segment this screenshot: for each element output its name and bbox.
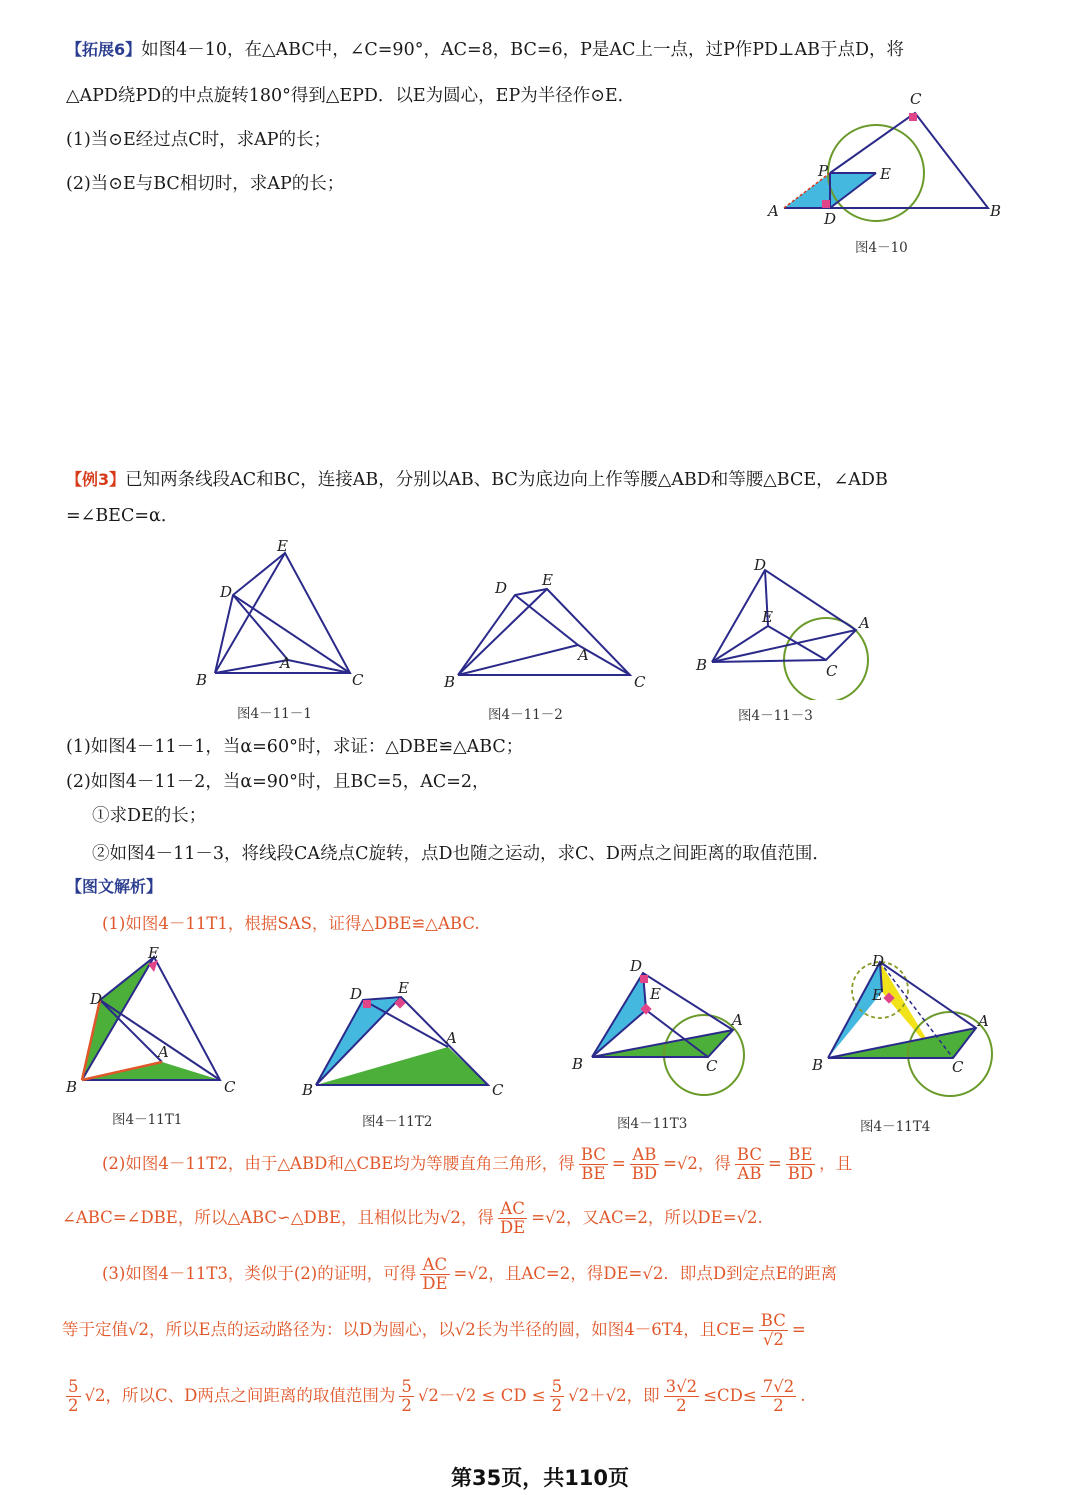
frac-7r2-2	[761, 1378, 797, 1415]
t1-label-b: B	[66, 1078, 78, 1096]
figure-4-11-2	[440, 565, 660, 695]
t2-label-c: C	[492, 1081, 504, 1099]
fig1-label-a: A	[280, 654, 291, 672]
frac-num: AC	[498, 1200, 527, 1219]
ext6-q2: (2)当⊙E与BC相切时，求AP的长；	[66, 174, 345, 194]
frac-den: 2	[551, 1396, 563, 1415]
analysis-s2-line2	[62, 1200, 763, 1237]
fig410-right-angle-c	[909, 113, 917, 121]
t2-label-d: D	[350, 985, 363, 1003]
fig410-label-c: C	[910, 90, 922, 108]
fig2-label-a: A	[578, 646, 589, 664]
fig3-ec	[768, 626, 826, 660]
frac-den: 2	[676, 1396, 687, 1415]
figure-4-11T4	[808, 950, 1023, 1105]
ext6-line1	[66, 38, 904, 62]
frac-num: 5	[68, 1377, 79, 1396]
s2-text-b: =√2，得	[663, 1154, 731, 1173]
s3-text-c: 等于定值√2，所以E点的运动路径为：以D为圆心，以√2长为半径的圆，如图4－6T4，且CE=	[62, 1320, 755, 1339]
t3-label-e: E	[650, 985, 661, 1003]
t3-label-a: A	[732, 1011, 743, 1029]
frac-den: 2	[773, 1396, 784, 1415]
figure-4-11-1	[190, 535, 380, 695]
t4-label-b: B	[812, 1056, 824, 1074]
s3-text-d: =	[791, 1320, 806, 1339]
analysis-s3-line1	[102, 1256, 837, 1293]
fig3-label-e: E	[762, 608, 773, 626]
frac-num: BE	[786, 1146, 815, 1165]
t3-right-angle-d	[640, 975, 648, 983]
frac-bc-r2	[759, 1312, 788, 1349]
analysis-tag	[66, 875, 162, 899]
t2-label-a: A	[446, 1029, 457, 1047]
fig410-label-a: A	[768, 202, 779, 220]
ext6-q1: (1)当⊙E经过点C时，求AP的长；	[66, 130, 332, 150]
s2-text-e: =√2，又AC=2，所以DE=√2.	[531, 1208, 763, 1227]
t1-label-c: C	[224, 1078, 236, 1096]
fig410-caption: 图4－10	[855, 240, 908, 256]
t3-caption: 图4－11T3	[617, 1116, 688, 1132]
t2-caption: 图4－11T2	[362, 1114, 433, 1130]
fig1-label-e: E	[277, 537, 288, 555]
fig410-label-e: E	[880, 165, 891, 183]
frac-den: 2	[401, 1396, 412, 1415]
frac-num: BC	[760, 1311, 786, 1330]
t4-label-e: E	[872, 986, 883, 1004]
fig3-label-d: D	[754, 556, 767, 574]
frac-num: 3√2	[665, 1377, 698, 1396]
fig3-label-c: C	[826, 662, 838, 680]
ex3-q2a: ①求DE的长；	[92, 806, 207, 826]
frac-num: 5	[551, 1377, 563, 1396]
t3-label-d: D	[630, 957, 643, 975]
fig4111-caption: 图4－11－1	[237, 706, 312, 722]
fig2-label-b: B	[444, 673, 456, 691]
t2-label-e: E	[398, 979, 409, 997]
ext6-tag: 【拓展6】	[66, 40, 142, 59]
t3-label-c: C	[706, 1057, 718, 1075]
s3-text-b: =√2，且AC=2，得DE=√2．即点D到定点E的距离	[453, 1264, 838, 1283]
fig4113-caption: 图4－11－3	[738, 708, 813, 724]
fig3-label-a: A	[859, 614, 870, 632]
frac-num: AB	[630, 1146, 659, 1165]
t2-right-angle-d	[363, 1000, 371, 1008]
frac-5-2-b	[399, 1378, 414, 1415]
fig2-label-d: D	[495, 579, 508, 597]
ex3-line1	[66, 468, 888, 492]
s2-text-a: (2)如图4－11T2，由于△ABD和△CBE均为等腰直角三角形，得	[102, 1154, 575, 1173]
s3-text-i: .	[800, 1386, 806, 1405]
frac-3r2-2	[664, 1378, 700, 1415]
frac-num: BC	[580, 1145, 606, 1164]
s3-text-f: √2－√2 ≤ CD ≤	[417, 1386, 546, 1405]
frac-ac-de	[498, 1200, 527, 1237]
fig410-label-p: P	[818, 162, 829, 180]
fig1-label-b: B	[196, 671, 208, 689]
fig2-label-c: C	[634, 673, 646, 691]
fig2-outline	[458, 589, 630, 675]
frac-5-2-c	[550, 1378, 565, 1415]
fig2-be	[458, 589, 547, 675]
t1-label-e: E	[148, 944, 159, 962]
ex3-text1: 已知两条线段AC和BC，连接AB，分别以AB、BC为底边向上作等腰△ABD和等腰△BCE，∠ADB	[125, 470, 888, 490]
figure-4-11-3	[690, 550, 890, 700]
t4-caption: 图4－11T4	[860, 1119, 931, 1135]
fig1-label-d: D	[220, 583, 233, 601]
figure-4-11T2	[298, 975, 518, 1100]
s3-text-h: ≤CD≤	[703, 1386, 757, 1405]
figure-4-11T1	[62, 942, 252, 1102]
fig3-label-b: B	[696, 656, 708, 674]
frac-den: AB	[737, 1164, 762, 1183]
frac-num: 5	[401, 1377, 412, 1396]
frac-ab-bd	[630, 1146, 659, 1183]
s3-text-e: √2，所以C、D两点之间距离的取值范围为	[84, 1386, 396, 1405]
fig410-label-b: B	[990, 202, 1002, 220]
frac-ac-de-2	[420, 1256, 449, 1293]
t1-caption: 图4－11T1	[112, 1112, 183, 1128]
frac-5-2-a	[66, 1378, 81, 1415]
frac-den: √2	[762, 1330, 784, 1349]
frac-be-bd	[786, 1146, 815, 1183]
frac-den: BD	[787, 1164, 814, 1183]
ext6-line2: △APD绕PD的中点旋转180°得到△EPD．以E为圆心，EP为半径作⊙E．	[66, 86, 636, 106]
s2-text-d: ∠ABC=∠DBE，所以△ABC∽△DBE，且相似比为√2，得	[62, 1208, 494, 1227]
analysis-tag-text: 【图文解析】	[66, 877, 163, 896]
ex3-q1: (1)如图4－11－1，当α=60°时，求证：△DBE≌△ABC；	[66, 737, 524, 757]
s2-text-c: ，且	[819, 1154, 853, 1173]
figure-4-10	[760, 88, 1040, 238]
frac-bc-be	[579, 1146, 608, 1183]
page-footer: 第35页，共110页	[450, 1466, 630, 1490]
fig2-da	[515, 595, 578, 645]
ex3-q2: (2)如图4－11－2，当α=90°时，且BC=5，AC=2，	[66, 772, 490, 792]
frac-den: BD	[631, 1164, 658, 1183]
ex3-tag: 【例3】	[66, 470, 126, 489]
t1-label-a: A	[158, 1043, 169, 1061]
frac-den: BE	[581, 1164, 606, 1183]
t4-label-c: C	[952, 1058, 964, 1076]
fig410-right-angle-d	[822, 200, 830, 208]
analysis-s1: (1)如图4－11T1，根据SAS，证得△DBE≌△ABC.	[102, 914, 480, 933]
analysis-s3-line3	[62, 1378, 805, 1415]
ext6-text1: 如图4－10，在△ABC中，∠C=90°，AC=8，BC=6，P是AC上一点，过P作PD⊥AB于点D，将	[141, 40, 905, 60]
frac-den: DE	[422, 1274, 448, 1293]
frac-den: 2	[68, 1396, 79, 1415]
t2-label-b: B	[302, 1081, 314, 1099]
fig2-label-e: E	[542, 571, 553, 589]
ex3-q2b: ②如图4－11－3，将线段CA绕点C旋转，点D也随之运动，求C、D两点之间距离的取值范围．	[92, 844, 830, 864]
t3-label-b: B	[572, 1055, 584, 1073]
analysis-s3-line2	[62, 1312, 806, 1349]
frac-num: BC	[736, 1145, 762, 1164]
s3-text-a: (3)如图4－11T3，类似于(2)的证明，可得	[102, 1264, 417, 1283]
frac-bc-ab	[735, 1146, 764, 1183]
t1-label-d: D	[90, 990, 103, 1008]
frac-den: DE	[499, 1218, 526, 1237]
fig1-label-c: C	[352, 671, 364, 689]
figure-4-11T3	[568, 955, 768, 1105]
t4-label-a: A	[978, 1012, 989, 1030]
analysis-s2-line1: (2)如图4－11T2，由于△ABD和△CBE均为等腰直角三角形，得 $\frac{BC}{BE}$ = $\frac{AB}{BD}$ =√2，得 $\frac{BC}{AB}$ = $\frac{BE}{BD}$ ，且	[102, 1145, 853, 1183]
frac-num: 7√2	[762, 1377, 795, 1396]
fig410-label-d: D	[824, 210, 837, 228]
s3-text-g: √2＋√2，即	[568, 1386, 660, 1405]
t4-label-d: D	[872, 952, 885, 970]
ex3-line2: =∠BEC=α．	[66, 506, 179, 526]
frac-num: AC	[420, 1256, 449, 1275]
fig4112-caption: 图4－11－2	[488, 707, 563, 723]
